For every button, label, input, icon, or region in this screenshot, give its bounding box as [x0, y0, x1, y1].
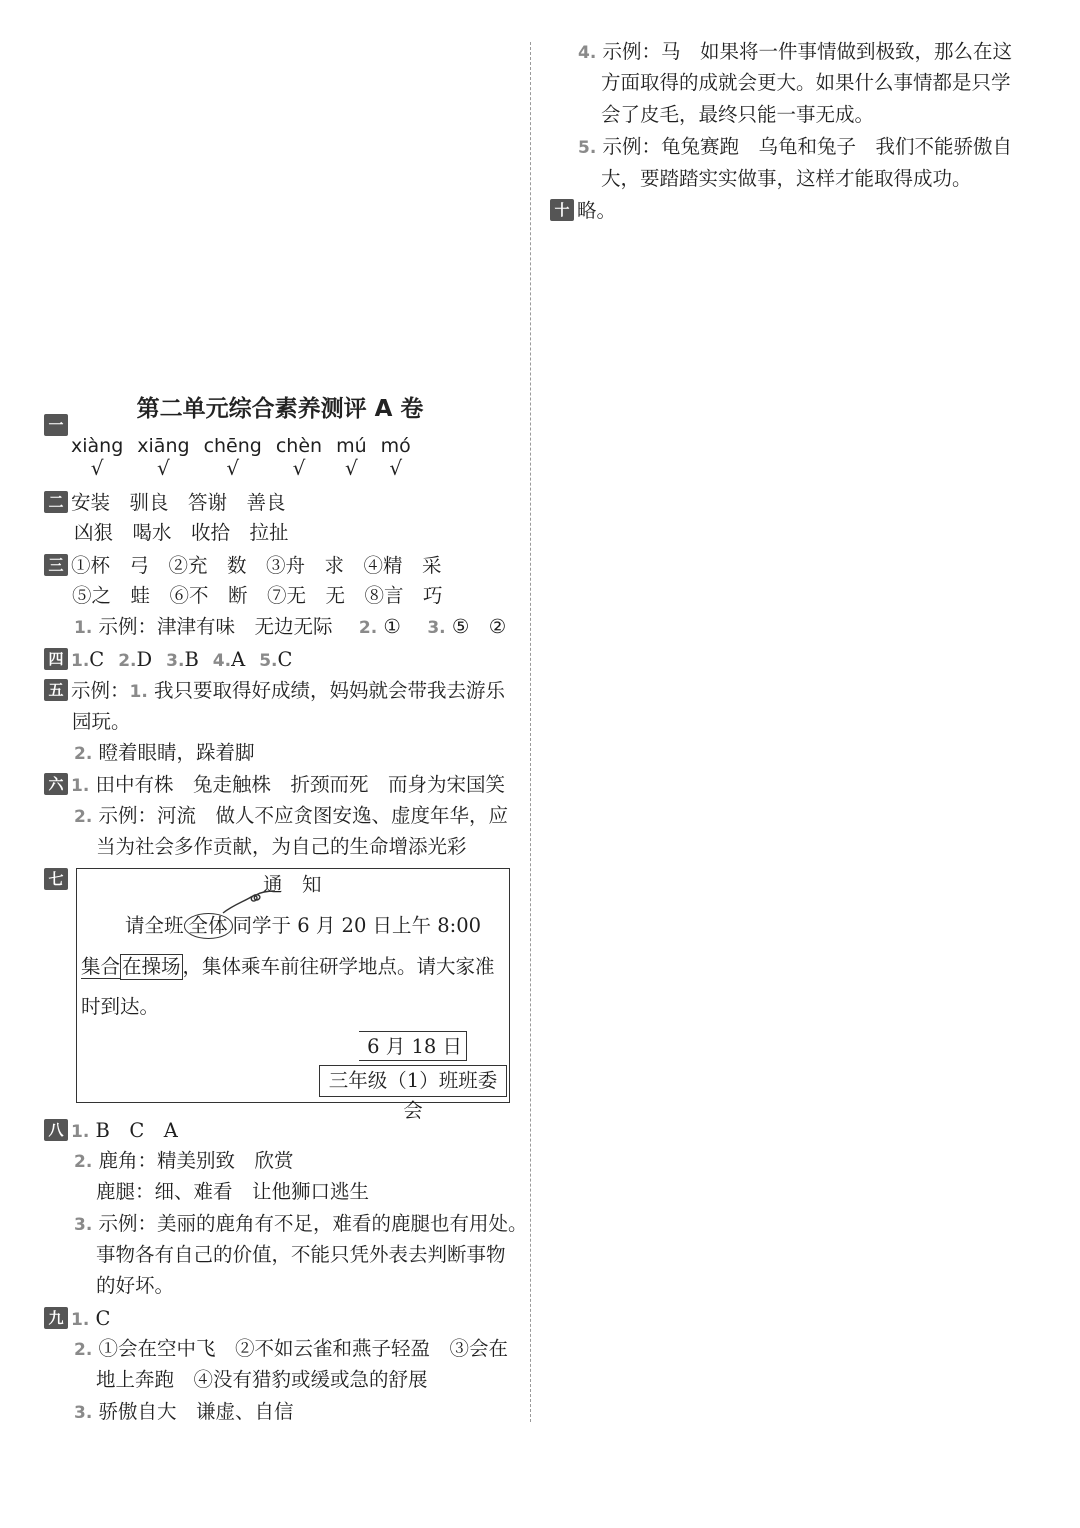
- notice-date: 6 月 18 日: [359, 1031, 467, 1061]
- section-5-line1: 五 示例：1. 我只要取得好成绩，妈妈就会带我去游乐: [44, 679, 505, 704]
- notice-box: [76, 868, 510, 1122]
- answer-text: 安装 驯良 答谢 善良: [71, 491, 286, 514]
- section-9-line1: 九 1. C: [44, 1307, 110, 1332]
- section-9-line2: 2. ①会在空中飞 ②不如云雀和燕子轻盈 ③会在: [74, 1337, 509, 1360]
- section-3-line2: ⑤之 蛙 ⑥不 断 ⑦无 无 ⑧言 巧: [72, 584, 443, 607]
- page-title: 第二单元综合素养测评 A 卷: [136, 396, 424, 422]
- section-2-line2: 凶狠 喝水 收拾 拉扯: [74, 521, 289, 544]
- notice-para3: 时到达。: [81, 995, 160, 1018]
- notice-heading: 通 知: [263, 873, 322, 896]
- section-badge: 十: [550, 199, 574, 221]
- section-7: [44, 868, 71, 892]
- section-9-line4: 3. 骄傲自大 谦虚、自信: [74, 1400, 294, 1423]
- section-badge: 四: [44, 648, 68, 670]
- notice-para1: 请全班 全体 同学于 6 月 20 日上午 8:00: [125, 914, 482, 937]
- section-10: [550, 199, 616, 223]
- section-6-line2: 2. 示例：河流 做人不应贪图安逸、虚度年华，应: [74, 804, 509, 827]
- section-6-line3: 当为社会多作贡献，为自己的生命增添光彩: [96, 835, 467, 858]
- section-badge: 五: [44, 679, 68, 701]
- section-badge: 三: [44, 554, 68, 576]
- section-8-line6: 的好坏。: [96, 1274, 175, 1297]
- pinyin-item: mó √: [380, 435, 411, 480]
- section-2-line1: [44, 491, 286, 515]
- right-q5-line1: [578, 135, 1012, 160]
- right-q5-line2: 大，要踏踏实实做事，这样才能取得成功。: [601, 167, 972, 190]
- section-badge: 二: [44, 491, 68, 513]
- section-badge: 一: [44, 414, 68, 436]
- right-q4-line2: 方面取得的成就会更大。如果什么事情都是只学: [601, 71, 1011, 94]
- pinyin-item: chēng √: [203, 435, 262, 480]
- right-q4-line3: 会了皮毛，最终只能一事无成。: [601, 103, 875, 126]
- section-badge: 七: [44, 868, 68, 890]
- notice-para2: 集合 在操场 ，集体乘车前往研学地点。请大家准: [81, 955, 495, 978]
- section-1: [44, 415, 411, 480]
- answer-text: 示例：马 如果将一件事情做到极致，那么在这: [602, 40, 1013, 63]
- section-badge: 九: [44, 1307, 68, 1329]
- section-4: 四 1.C 2.D 3.B 4.A 5.C: [44, 648, 292, 673]
- pinyin-item: mú √: [336, 435, 367, 480]
- answer-text: 示例：龟兔赛跑 乌龟和兔子 我们不能骄傲自: [602, 135, 1013, 158]
- answer-text: ①杯 弓 ②充 数 ③舟 求 ④精 采: [71, 554, 442, 577]
- section-6-line1: 六 1. 田中有株 兔走触株 折颈而死 而身为宋国笑: [44, 773, 505, 798]
- q-number: 4.: [578, 43, 597, 63]
- notice-signature: 三年级（1）班班委会: [319, 1065, 507, 1097]
- section-3-line3: 1. 示例：津津有味 无边无际 2. ① 3. ⑤ ②: [74, 615, 507, 638]
- section-badge: 六: [44, 773, 68, 795]
- underlined-word: 集合: [81, 955, 121, 978]
- section-badge: 八: [44, 1119, 68, 1141]
- section-8-line4: 3. 示例：美丽的鹿角有不足，难看的鹿腿也有用处。: [74, 1212, 528, 1235]
- pinyin-item: xiàng √: [71, 435, 124, 480]
- pinyin-item: chèn √: [275, 435, 323, 480]
- q-number: 5.: [578, 138, 597, 158]
- circled-word: 全体: [184, 913, 233, 939]
- section-8-line2: 2. 鹿角：精美别致 欣赏: [74, 1149, 294, 1172]
- right-q4-line1: [578, 40, 1012, 65]
- answer-text: 略。: [577, 199, 617, 222]
- pinyin-item: xiāng √: [137, 435, 190, 480]
- column-divider: [530, 42, 531, 1422]
- section-5-line3: 2. 瞪着眼睛，跺着脚: [74, 741, 255, 764]
- section-8-line1: 八 1. B C A: [44, 1119, 178, 1144]
- section-5-line2: 园玩。: [72, 710, 131, 733]
- proofread-mark-icon: [219, 889, 279, 915]
- section-8-line3: 鹿腿：细、难看 让他狮口逃生: [96, 1180, 370, 1203]
- boxed-word: 在操场: [122, 955, 181, 978]
- section-9-line3: 地上奔跑 ④没有猎豹或缓或急的舒展: [96, 1368, 428, 1391]
- section-3-line1: [44, 554, 442, 578]
- section-8-line5: 事物各有自己的价值，不能只凭外表去判断事物: [96, 1243, 506, 1266]
